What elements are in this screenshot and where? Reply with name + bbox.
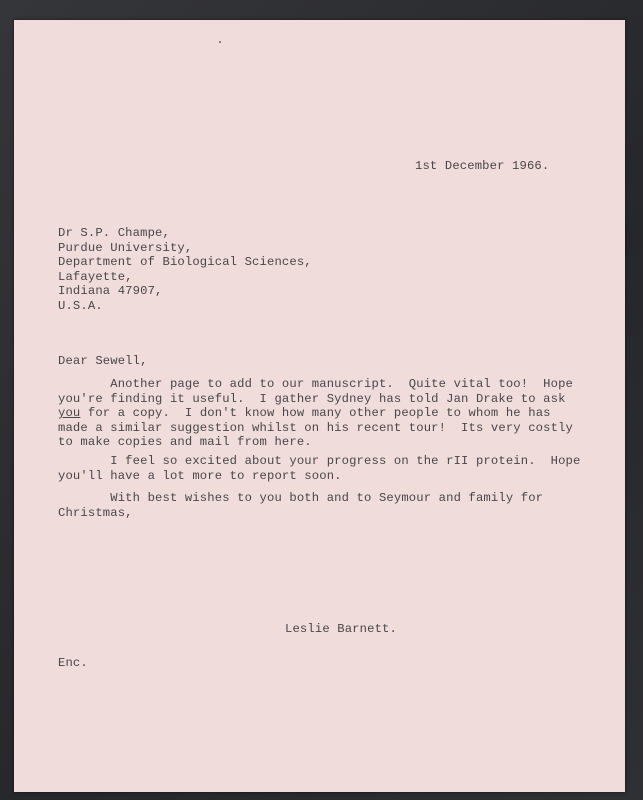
underlined-word: you	[58, 406, 81, 421]
paragraph-line: made a similar suggestion whilst on his recent tour! Its very costly	[58, 420, 573, 435]
address-line: Indiana 47907,	[58, 284, 163, 299]
recipient-address	[58, 226, 312, 314]
paragraph-line: you'll have a lot more to report soon.	[58, 468, 342, 483]
paragraph-line: Another page to add to our manuscript. Quite vital too! Hope	[58, 377, 573, 391]
address-line: Lafayette,	[58, 269, 133, 284]
body-paragraph-3	[58, 491, 543, 520]
body-paragraph-1	[58, 377, 573, 450]
address-line: Dr S.P. Champe,	[58, 226, 170, 240]
paragraph-line	[58, 406, 573, 421]
paragraph-line: you're finding it useful. I gather Sydney has told Jan Drake to ask	[58, 391, 566, 406]
paragraph-line: I feel so excited about your progress on the rII protein. Hope	[58, 454, 581, 468]
letter-date: 1st December 1966.	[415, 159, 550, 173]
salutation: Dear Sewell,	[58, 354, 148, 368]
address-line: Department of Biological Sciences,	[58, 255, 312, 270]
address-line: Purdue University,	[58, 240, 193, 255]
address-line: U.S.A.	[58, 298, 103, 313]
paragraph-line: Christmas,	[58, 505, 133, 520]
paragraph-line: to make copies and mail from here.	[58, 435, 312, 450]
paragraph-line: With best wishes to you both and to Seymour and family for	[58, 491, 544, 505]
line-rest: for a copy. I don't know how many other people to whom he has	[80, 406, 551, 421]
enclosure-note: Enc.	[58, 656, 88, 670]
paper-mark	[219, 41, 221, 43]
body-paragraph-2	[58, 454, 580, 483]
signature: Leslie Barnett.	[285, 622, 397, 636]
